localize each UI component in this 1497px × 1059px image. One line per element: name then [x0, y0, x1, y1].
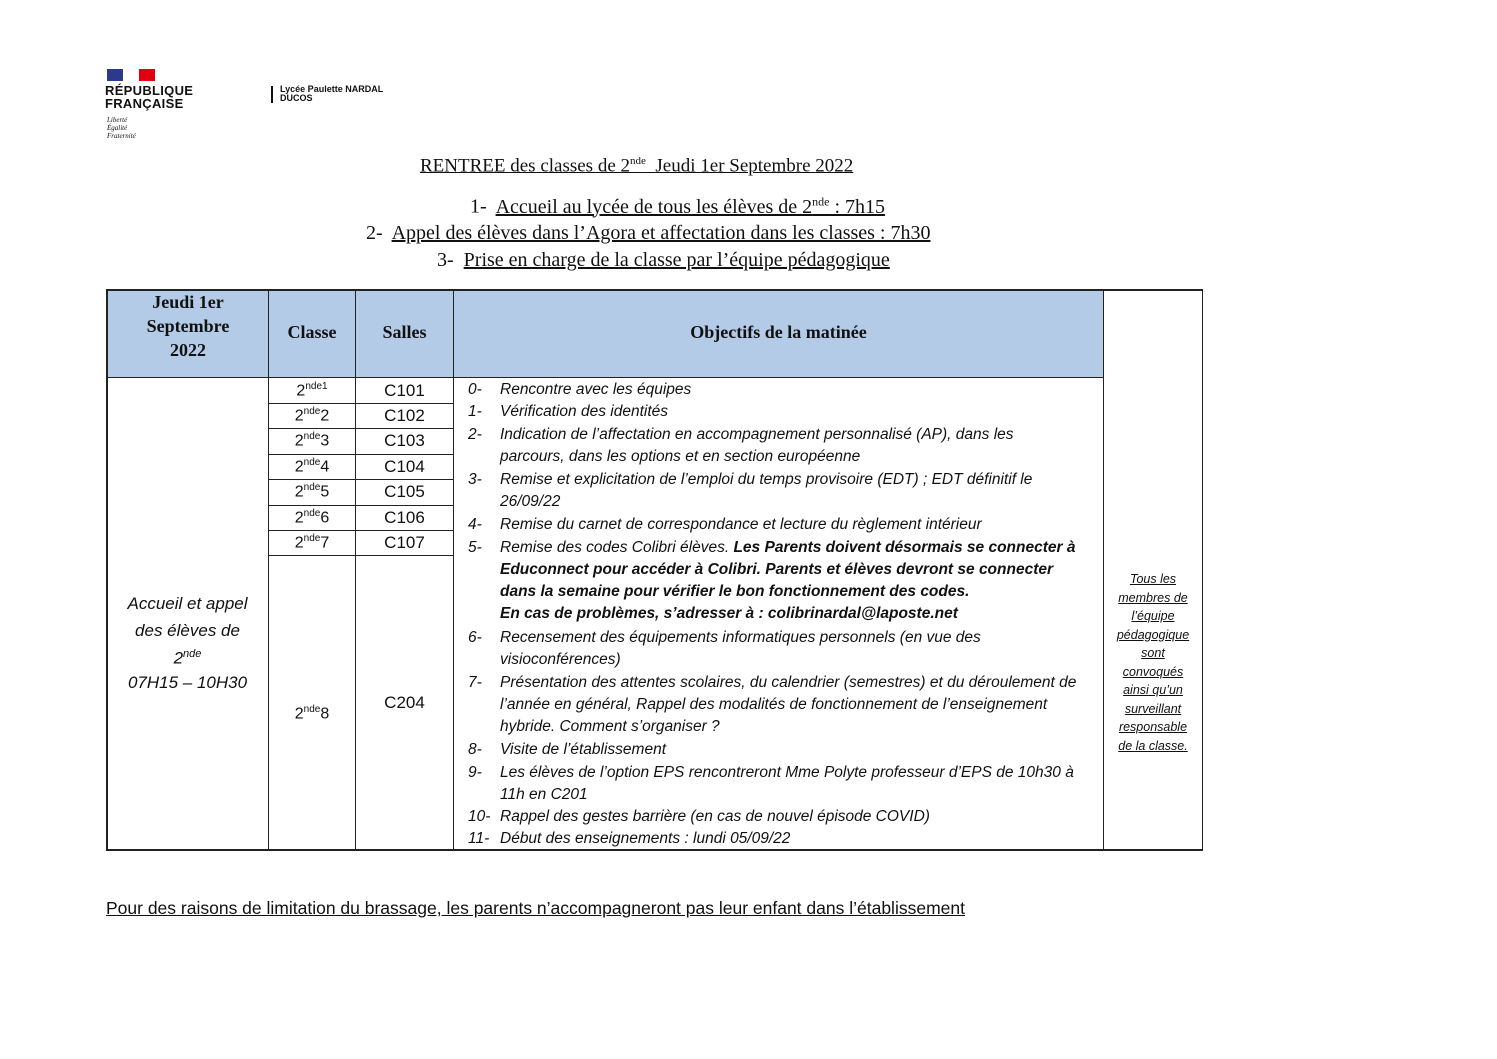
step-3: 3- Prise en charge de la classe par l’équipe pédagogique: [437, 249, 890, 271]
room-cell: C102: [384, 406, 425, 425]
page-title: RENTREE des classes de 2nde Jeudi 1er Septembre 2022: [420, 155, 854, 177]
footer-note: Pour des raisons de limitation du brassage, les parents n’accompagneront pas leur enfant dans l’établissement: [106, 898, 965, 918]
room-cell: C101: [384, 381, 425, 400]
step-2: 2- Appel des élèves dans l’Agora et affectation dans les classes : 7h30: [366, 222, 931, 244]
header-classe: Classe: [287, 322, 337, 342]
room-cell: C105: [384, 482, 425, 501]
class-cell: 2nde6: [294, 508, 330, 527]
header-objectifs: Objectifs de la matinée: [690, 322, 867, 342]
room-cell: C104: [384, 457, 425, 476]
class-cell: 2nde8: [294, 704, 330, 723]
french-flag-logo: [107, 69, 155, 81]
class-cell: 2nde5: [294, 482, 330, 501]
room-cell: C103: [384, 431, 425, 450]
class-cell: 2nde3: [294, 431, 330, 450]
republic-motto: Liberté Égalité Fraternité: [107, 116, 136, 140]
step-1: 1- Accueil au lycée de tous les élèves de 2nde : 7h15: [470, 194, 886, 218]
header-date: Jeudi 1er Septembre 2022: [146, 292, 230, 360]
class-cell: 2nde7: [294, 533, 330, 552]
staff-note-cell: Tous les membres de l’équipe pédagogique sont convoqués ainsi qu’un surveillant responsable de la classe.: [1116, 572, 1190, 753]
room-cell: C106: [384, 508, 425, 527]
school-name: Lycée Paulette NARDAL DUCOS: [280, 84, 384, 103]
logo-separator: [271, 86, 273, 103]
room-cell: C107: [384, 533, 425, 552]
room-cell: C204: [384, 693, 425, 712]
class-cell: 2nde2: [294, 406, 330, 425]
arrival-time-cell: Accueil et appel des élèves de 2nde 07H15 – 10H30: [127, 594, 248, 692]
class-cell: 2nde4: [294, 457, 330, 476]
header-salles: Salles: [382, 322, 427, 342]
republique-francaise-logo-text: RÉPUBLIQUE FRANÇAISE: [105, 83, 194, 111]
class-cell: $2^{nde1}$: [296, 381, 328, 400]
